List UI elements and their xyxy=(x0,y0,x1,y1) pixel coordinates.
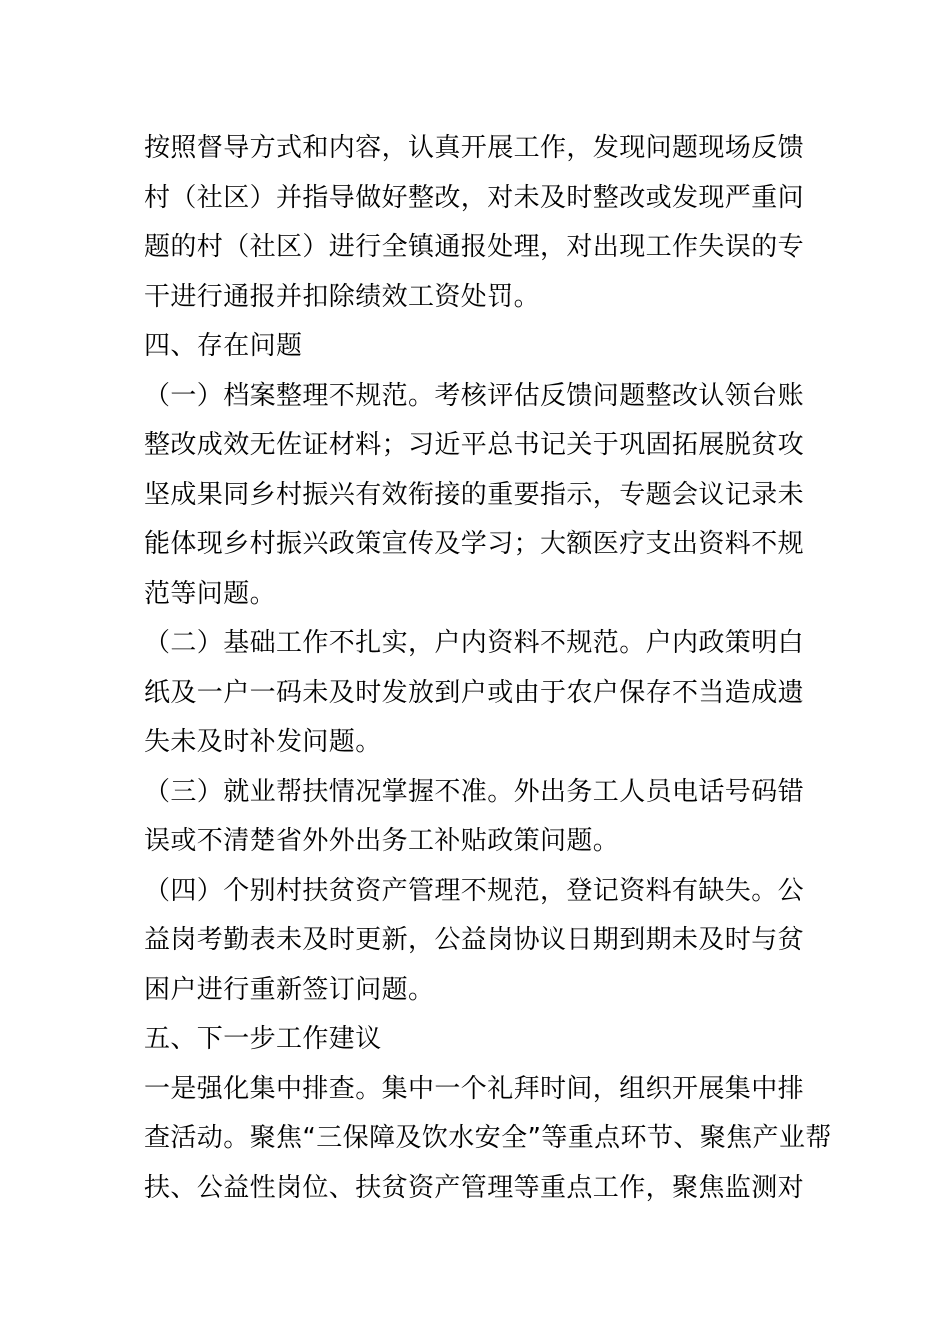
text-line: 能体现乡村振兴政策宣传及学习；大额医疗支出资料不规 xyxy=(144,529,805,559)
section-heading: 五、下一步工作建议 xyxy=(144,1024,382,1054)
text-line: （四）个别村扶贫资产管理不规范，登记资料有缺失。公 xyxy=(144,875,805,906)
text-line: 失未及时补发问题。 xyxy=(144,727,382,757)
text-line: 益岗考勤表未及时更新，公益岗协议日期到期未及时与贫 xyxy=(144,925,805,955)
text-line: 困户进行重新签订问题。 xyxy=(144,974,435,1005)
text-line: （一）档案整理不规范。考核评估反馈问题整改认领台账 xyxy=(144,380,805,411)
text-line: 范等问题。 xyxy=(144,578,277,609)
text-line: 扶、公益性岗位、扶贫资产管理等重点工作，聚焦监测对 xyxy=(144,1172,805,1203)
text-line: 整改成效无佐证材料；习近平总书记关于巩固拓展脱贫攻 xyxy=(144,430,805,460)
text-line: 一是强化集中排查。集中一个礼拜时间，组织开展集中排 xyxy=(144,1073,805,1104)
section-heading: 四、存在问题 xyxy=(144,331,303,361)
text-line: 坚成果同乡村振兴有效衔接的重要指示，专题会议记录未 xyxy=(144,479,805,510)
text-line: 按照督导方式和内容，认真开展工作，发现问题现场反馈 xyxy=(144,133,805,163)
text-line: 村（社区）并指导做好整改，对未及时整改或发现严重问 xyxy=(144,182,805,213)
text-line: 题的村（社区）进行全镇通报处理，对出现工作失误的专 xyxy=(144,232,805,262)
text-line: 干进行通报并扣除绩效工资处罚。 xyxy=(144,281,541,312)
text-line: （三）就业帮扶情况掌握不准。外出务工人员电话号码错 xyxy=(144,776,805,807)
text-line: 纸及一户一码未及时发放到户或由于农户保存不当造成遗 xyxy=(144,677,805,708)
text-line: （二）基础工作不扎实，户内资料不规范。户内政策明白 xyxy=(144,628,805,658)
text-line: 误或不清楚省外外出务工补贴政策问题。 xyxy=(144,826,620,856)
document-body xyxy=(144,124,832,1213)
text-line: 查活动。聚焦“三保障及饮水安全”等重点环节、聚焦产业帮 xyxy=(144,1123,832,1153)
